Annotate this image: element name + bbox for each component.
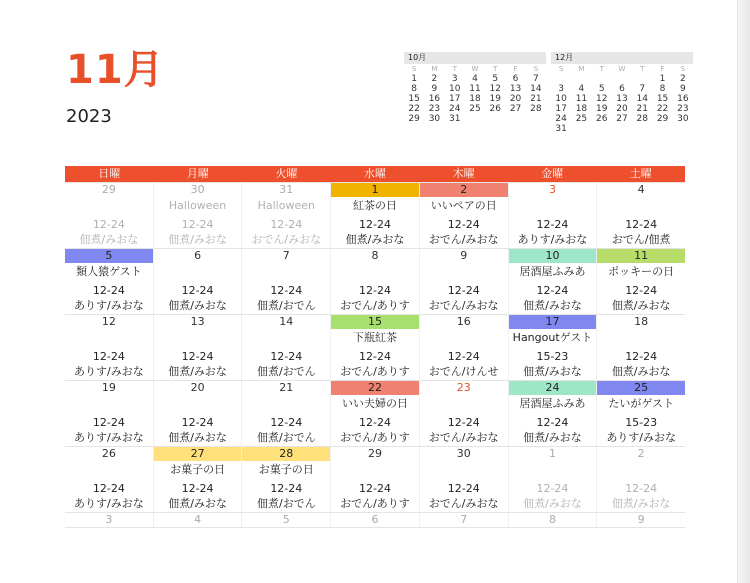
hours-row (65, 280, 685, 297)
shift-hours[interactable]: 12-24 (242, 214, 331, 231)
date-number-row (65, 513, 685, 527)
shift-hours[interactable]: 12-24 (65, 478, 154, 495)
event-label[interactable] (420, 329, 509, 346)
mini-date: 4 (578, 84, 585, 94)
shift-hours[interactable]: 12-24 (331, 214, 420, 231)
mini-date: 27 (616, 114, 628, 124)
event-label[interactable] (65, 329, 154, 346)
week-row (65, 380, 685, 446)
staff-names[interactable]: 佃煮/みおな (154, 297, 243, 314)
day-number[interactable]: 23 (420, 381, 509, 395)
mini-date (571, 124, 591, 134)
mini-weekday: S (533, 65, 539, 73)
mini-date (612, 74, 632, 84)
mini-date: 22 (656, 104, 669, 114)
staff-names[interactable]: 佃煮/みおな (509, 297, 598, 314)
mini-date: 24 (555, 114, 567, 124)
weekday-header: 木曜 (452, 167, 475, 180)
shift-hours[interactable]: 12-24 (625, 284, 658, 297)
event-label[interactable] (420, 263, 509, 280)
week-row (65, 182, 685, 248)
week-row (65, 314, 685, 380)
day-number[interactable]: 16 (420, 315, 509, 329)
mini-date-row (551, 104, 693, 114)
day-number[interactable]: 7 (242, 249, 331, 263)
shift-hours[interactable]: 12-24 (242, 478, 331, 495)
staff-names[interactable]: ありす/みおな (65, 429, 154, 446)
mini-date: 28 (530, 104, 542, 114)
mini-date: 26 (595, 114, 608, 124)
event-label[interactable] (509, 197, 598, 214)
mini-date (551, 74, 571, 84)
event-label[interactable]: Hangoutゲスト (509, 329, 598, 346)
shift-hours[interactable]: 12-24 (625, 350, 658, 363)
staff-names[interactable]: おでん/みおな (420, 429, 509, 446)
mini-date: 10 (448, 84, 461, 94)
day-number[interactable]: 3 (509, 183, 598, 197)
shift-hours[interactable]: 15-23 (625, 416, 658, 429)
hours-row (65, 214, 685, 231)
mini-date: 15 (408, 94, 420, 104)
event-label[interactable]: 紅茶の日 (331, 197, 420, 214)
staff-names[interactable]: 佃煮/おでん (242, 495, 331, 512)
staff-names[interactable]: おでん/ありす (331, 495, 420, 512)
mini-date: 12 (595, 94, 608, 104)
shift-hours[interactable]: 12-24 (154, 214, 243, 231)
week-row (65, 248, 685, 314)
staff-names[interactable]: 佃煮/おでん (242, 297, 331, 314)
shift-hours[interactable]: 12-24 (154, 412, 243, 429)
event-label[interactable] (65, 461, 154, 478)
staff-names[interactable]: 佃煮/みおな (611, 497, 671, 510)
staff-names[interactable]: ありす/みおな (65, 297, 154, 314)
mini-date: 14 (636, 94, 648, 104)
day-number[interactable]: 6 (154, 249, 243, 263)
mini-date-row (404, 84, 546, 94)
mini-date: 9 (431, 84, 438, 94)
event-label[interactable] (331, 263, 420, 280)
day-number[interactable]: 30 (154, 183, 243, 197)
day-number[interactable]: 28 (242, 447, 331, 461)
mini-date: 13 (616, 94, 628, 104)
event-row (65, 461, 685, 478)
page-edge (737, 0, 750, 583)
staff-row (65, 429, 685, 446)
mini-weekday: T (452, 65, 457, 73)
day-number[interactable]: 12 (65, 315, 154, 329)
mini-date: 22 (408, 104, 420, 114)
day-number: 4 (154, 513, 243, 527)
mini-date: 1 (411, 74, 417, 84)
hours-row (65, 346, 685, 363)
mini-date: 7 (639, 84, 646, 94)
mini-weekday: M (578, 65, 585, 73)
mini-date (571, 74, 591, 84)
mini-date: 29 (656, 114, 669, 124)
mini-date (632, 124, 652, 134)
staff-row (65, 297, 685, 314)
staff-names[interactable]: おでん/みおな (420, 297, 509, 314)
shift-hours[interactable]: 12-24 (65, 412, 154, 429)
shift-hours[interactable]: 12-24 (625, 482, 658, 495)
event-row (65, 329, 685, 346)
staff-names[interactable]: 佃煮/みおな (154, 363, 243, 380)
event-label[interactable] (242, 329, 331, 346)
shift-hours[interactable]: 12-24 (65, 280, 154, 297)
day-number[interactable]: 13 (154, 315, 243, 329)
event-row (65, 197, 685, 214)
mini-date: 26 (489, 104, 501, 114)
mini-date: 25 (469, 104, 481, 114)
staff-names[interactable]: おでん/佃煮 (611, 233, 671, 246)
shift-hours[interactable]: 12-24 (154, 280, 243, 297)
event-label[interactable] (154, 263, 243, 280)
weekday-header: 日曜 (98, 167, 121, 180)
mini-date: 16 (428, 94, 441, 104)
staff-row (65, 231, 685, 248)
event-label[interactable]: 下瓶紅茶 (331, 329, 420, 346)
staff-names[interactable]: ありす/みおな (606, 431, 677, 444)
mini-weekday: M (431, 65, 438, 73)
staff-names[interactable]: 佃煮/みおな (65, 231, 154, 248)
event-label[interactable]: お菓子の日 (154, 461, 243, 478)
mini-weekday-row (404, 64, 546, 74)
staff-names[interactable]: ありす/みおな (509, 231, 598, 248)
mini-date: 3 (451, 74, 458, 84)
weekday-header: 火曜 (275, 167, 298, 180)
event-label[interactable]: 居酒屋ふみあ (509, 263, 598, 280)
mini-weekday-row (551, 64, 693, 74)
shift-hours[interactable]: 12-24 (154, 478, 243, 495)
trailing-week-row (65, 512, 685, 528)
mini-date: 8 (659, 84, 666, 94)
mini-date (612, 124, 632, 134)
day-number[interactable]: 9 (420, 249, 509, 263)
date-number-row (65, 447, 685, 461)
mini-date: 9 (679, 84, 686, 94)
hours-row (65, 478, 685, 495)
day-number: 3 (65, 513, 154, 527)
staff-row (65, 495, 685, 512)
day-number[interactable]: 1 (331, 183, 420, 197)
day-number[interactable]: 2 (637, 447, 645, 460)
event-label[interactable]: お菓子の日 (242, 461, 331, 478)
mini-date-row (551, 124, 693, 134)
shift-hours[interactable]: 12-24 (331, 412, 420, 429)
mini-weekday: S (558, 65, 564, 73)
event-label[interactable] (242, 395, 331, 412)
mini-date: 5 (598, 84, 605, 94)
staff-names[interactable]: 佃煮/みおな (331, 231, 420, 248)
day-number[interactable]: 1 (509, 447, 598, 461)
mini-weekday: S (411, 65, 417, 73)
event-label[interactable]: いい夫婦の日 (331, 395, 420, 412)
mini-date-row (551, 114, 693, 124)
mini-weekday: W (471, 65, 479, 73)
mini-date-row (404, 114, 546, 124)
shift-hours[interactable]: 15-23 (509, 346, 598, 363)
mini-date: 23 (428, 104, 441, 114)
shift-hours[interactable]: 12-24 (509, 412, 598, 429)
staff-names[interactable]: 佃煮/おでん (242, 429, 331, 446)
day-number[interactable]: 25 (597, 381, 685, 395)
weekday-header: 水曜 (364, 167, 387, 180)
shift-hours[interactable]: 12-24 (420, 346, 509, 363)
day-number: 7 (420, 513, 509, 527)
mini-date: 20 (616, 104, 628, 114)
mini-date: 19 (595, 104, 608, 114)
day-number[interactable]: 21 (242, 381, 331, 395)
mini-date: 2 (679, 74, 686, 84)
shift-hours[interactable]: 12-24 (420, 478, 509, 495)
event-label[interactable] (65, 395, 154, 412)
event-label[interactable]: ポッキーの日 (608, 265, 675, 278)
event-label[interactable] (154, 395, 243, 412)
mini-date: 3 (558, 84, 564, 94)
mini-date-row (404, 104, 546, 114)
event-label[interactable] (420, 461, 509, 478)
day-number[interactable]: 29 (331, 447, 420, 461)
day-number[interactable]: 19 (65, 381, 154, 395)
mini-date: 21 (636, 104, 648, 114)
staff-names[interactable]: おでん/けんせ (420, 363, 509, 380)
date-number-row (65, 249, 685, 263)
mini-weekday: F (660, 65, 665, 73)
day-number[interactable]: 2 (420, 183, 509, 197)
shift-hours[interactable]: 12-24 (331, 478, 420, 495)
day-number[interactable]: 20 (154, 381, 243, 395)
weekday-header: 土曜 (629, 167, 652, 180)
mini-date: 21 (530, 94, 542, 104)
staff-names[interactable]: 佃煮/みおな (509, 429, 598, 446)
day-number[interactable]: 27 (154, 447, 243, 461)
mini-date-rows (404, 74, 546, 124)
event-label[interactable] (597, 461, 685, 478)
month-title: 11月 (66, 47, 165, 93)
staff-names[interactable]: 佃煮/みおな (611, 365, 671, 378)
mini-date (592, 74, 612, 84)
day-number[interactable]: 10 (509, 249, 598, 263)
day-number[interactable]: 30 (420, 447, 509, 461)
event-label[interactable]: 類人猿ゲスト (65, 263, 154, 280)
mini-date (465, 114, 485, 124)
mini-date: 6 (512, 74, 519, 84)
shift-hours[interactable]: 12-24 (65, 214, 154, 231)
month-grid (65, 166, 685, 528)
mini-date-row (404, 74, 546, 84)
mini-date-row (551, 74, 693, 84)
mini-date: 7 (532, 74, 539, 84)
day-number: 5 (242, 513, 331, 527)
day-number[interactable]: 17 (509, 315, 598, 329)
mini-date-row (551, 84, 693, 94)
staff-names[interactable]: おでん/みおな (420, 231, 509, 248)
day-number[interactable]: 8 (331, 249, 420, 263)
mini-date: 24 (448, 104, 461, 114)
mini-date: 17 (448, 94, 461, 104)
day-number: 9 (637, 513, 645, 526)
shift-hours[interactable]: 12-24 (625, 218, 658, 231)
mini-date: 10 (555, 94, 567, 104)
mini-date: 2 (431, 74, 438, 84)
event-label[interactable] (154, 329, 243, 346)
weekday-header: 月曜 (186, 167, 209, 180)
day-number: 8 (509, 513, 598, 527)
mini-date: 8 (411, 84, 417, 94)
mini-date (632, 74, 652, 84)
staff-names[interactable]: 佃煮/みおな (154, 231, 243, 248)
mini-date (485, 114, 505, 124)
staff-names[interactable]: 佃煮/みおな (509, 495, 598, 512)
staff-names[interactable]: おでん/ありす (331, 363, 420, 380)
staff-names[interactable]: おでん/みおな (242, 231, 331, 248)
mini-calendar-title: 10月 (404, 52, 546, 64)
shift-hours[interactable]: 12-24 (242, 346, 331, 363)
event-label[interactable] (420, 395, 509, 412)
day-number[interactable]: 26 (65, 447, 154, 461)
mini-weekday: W (618, 65, 626, 73)
event-label[interactable]: たいがゲスト (608, 397, 674, 410)
staff-names[interactable]: 佃煮/おでん (242, 363, 331, 380)
mini-date (652, 124, 672, 134)
mini-date: 17 (555, 104, 567, 114)
date-number-row (65, 381, 685, 395)
mini-date: 14 (530, 84, 542, 94)
event-label[interactable]: Halloween (242, 197, 331, 214)
mini-weekday: F (513, 65, 518, 73)
mini-date: 6 (619, 84, 625, 94)
shift-hours[interactable]: 12-24 (154, 346, 243, 363)
mini-date: 23 (677, 104, 689, 114)
mini-date (526, 114, 546, 124)
mini-calendar (404, 52, 546, 124)
mini-date: 11 (575, 94, 588, 104)
date-number-row (65, 183, 685, 197)
mini-date-row (551, 94, 693, 104)
event-label[interactable] (331, 461, 420, 478)
mini-date: 15 (656, 94, 669, 104)
date-number-row (65, 315, 685, 329)
day-number[interactable]: 18 (634, 315, 649, 328)
staff-names[interactable]: 佃煮/みおな (509, 363, 598, 380)
shift-hours[interactable]: 12-24 (242, 280, 331, 297)
mini-weekday: S (680, 65, 686, 73)
staff-names[interactable]: ありす/みおな (65, 363, 154, 380)
mini-calendar-title: 12月 (551, 52, 693, 64)
shift-hours[interactable]: 12-24 (331, 346, 420, 363)
event-row (65, 263, 685, 280)
mini-date-row (404, 94, 546, 104)
mini-date: 18 (575, 104, 588, 114)
day-number[interactable]: 5 (65, 249, 154, 263)
event-label[interactable]: 居酒屋ふみあ (509, 395, 598, 412)
shift-hours[interactable]: 12-24 (509, 478, 598, 495)
hours-row (65, 412, 685, 429)
staff-names[interactable]: 佃煮/みおな (611, 299, 671, 312)
mini-date: 12 (489, 84, 501, 94)
event-label[interactable] (65, 197, 154, 214)
mini-date: 31 (555, 124, 567, 134)
staff-names[interactable]: おでん/ありす (331, 297, 420, 314)
day-number[interactable]: 11 (597, 249, 685, 263)
year-label: 2023 (66, 106, 112, 127)
week-row (65, 446, 685, 512)
mini-date (592, 124, 612, 134)
mini-date: 16 (677, 94, 689, 104)
day-number[interactable]: 24 (509, 381, 598, 395)
event-label[interactable] (242, 263, 331, 280)
weekday-header: 金曜 (541, 167, 564, 180)
mini-date: 1 (659, 74, 666, 84)
mini-date-rows (551, 74, 693, 134)
day-number[interactable]: 22 (331, 381, 420, 395)
event-label[interactable]: いいペアの日 (420, 197, 509, 214)
mini-date: 13 (509, 84, 522, 94)
shift-hours[interactable]: 12-24 (242, 412, 331, 429)
weekday-header-row (65, 166, 685, 182)
staff-names[interactable]: おでん/ありす (331, 429, 420, 446)
staff-names[interactable]: ありす/みおな (65, 495, 154, 512)
mini-date (505, 114, 525, 124)
shift-hours[interactable]: 12-24 (509, 280, 598, 297)
staff-names[interactable]: おでん/みおな (420, 495, 509, 512)
mini-date: 4 (472, 74, 478, 84)
mini-date: 30 (677, 114, 689, 124)
shift-hours[interactable]: 12-24 (420, 412, 509, 429)
shift-hours[interactable]: 12-24 (331, 280, 420, 297)
day-number[interactable]: 29 (65, 183, 154, 197)
day-number[interactable]: 15 (331, 315, 420, 329)
mini-weekday: T (493, 65, 498, 73)
mini-weekday: T (599, 65, 604, 73)
mini-date: 25 (575, 114, 588, 124)
mini-date (673, 124, 693, 134)
staff-names[interactable]: 佃煮/みおな (154, 495, 243, 512)
event-label[interactable] (509, 461, 598, 478)
shift-hours[interactable]: 12-24 (420, 214, 509, 231)
day-number[interactable]: 4 (637, 183, 645, 196)
shift-hours[interactable]: 12-24 (65, 346, 154, 363)
mini-weekday: T (640, 65, 645, 73)
mini-date: 5 (492, 74, 499, 84)
staff-names[interactable]: 佃煮/みおな (154, 429, 243, 446)
day-number[interactable]: 14 (242, 315, 331, 329)
mini-date: 11 (469, 84, 481, 94)
mini-calendar (551, 52, 693, 134)
event-label[interactable]: Halloween (154, 197, 243, 214)
mini-date: 20 (509, 94, 522, 104)
day-number: 6 (331, 513, 420, 527)
staff-row (65, 363, 685, 380)
mini-date: 31 (448, 114, 461, 124)
shift-hours[interactable]: 12-24 (420, 280, 509, 297)
mini-date: 18 (469, 94, 481, 104)
event-row (65, 395, 685, 412)
shift-hours[interactable]: 12-24 (509, 214, 598, 231)
event-label[interactable] (597, 329, 685, 346)
mini-date: 19 (489, 94, 501, 104)
mini-date: 28 (636, 114, 648, 124)
mini-date: 30 (428, 114, 441, 124)
day-number[interactable]: 31 (242, 183, 331, 197)
event-label[interactable] (597, 197, 685, 214)
mini-date: 29 (408, 114, 420, 124)
mini-date: 27 (509, 104, 522, 114)
